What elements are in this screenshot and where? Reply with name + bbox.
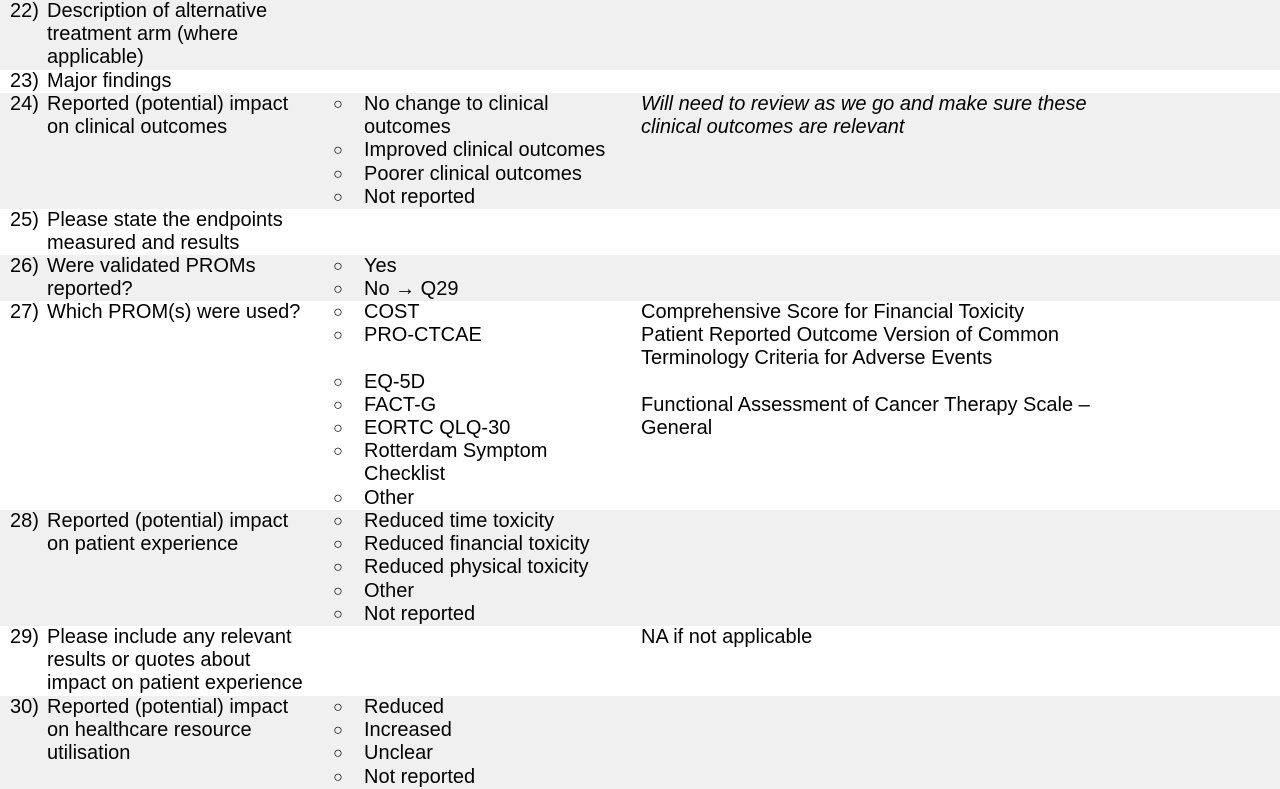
question-text: [47, 301, 315, 324]
radio-option-not-reported[interactable]: [330, 186, 630, 209]
checkbox-option-eortc[interactable]: [330, 417, 630, 440]
question-number: 28): [10, 510, 39, 532]
question-text: [47, 70, 315, 93]
note-line: Patient Reported Outcome Version of Common: [641, 324, 1059, 347]
question-line: Reported (potential) impact: [47, 93, 289, 115]
radio-circle-icon[interactable]: ○: [333, 513, 343, 530]
option-label: Not reported: [364, 765, 476, 788]
option-label: PRO-CTCAE: [364, 324, 482, 347]
note-line: clinical outcomes are relevant: [641, 116, 905, 139]
option-list: [330, 510, 630, 626]
form-row-27: [0, 301, 1280, 510]
radio-circle-icon[interactable]: ○: [333, 96, 343, 113]
question-number: 24): [10, 93, 39, 115]
option-label: No → Q29: [364, 278, 459, 301]
option-label: Reduced: [364, 696, 445, 718]
question-line: Reported (potential) impact: [47, 510, 289, 532]
question-line: Which PROM(s) were used?: [47, 301, 301, 323]
checkbox-option-fact-g[interactable]: [330, 394, 630, 417]
question-text: [47, 209, 315, 255]
radio-circle-icon[interactable]: ○: [333, 699, 343, 716]
checkbox-option-financial-toxicity[interactable]: [330, 533, 630, 556]
checkbox-option-pro-ctcae[interactable]: [330, 324, 630, 347]
question-text: [47, 255, 315, 301]
option-label: Rotterdam Symptom: [364, 440, 548, 463]
form-row-24: [0, 93, 1280, 209]
question-line: on clinical outcomes: [47, 116, 228, 139]
question-line: Please include any relevant: [47, 626, 292, 648]
option-list: [330, 93, 630, 209]
radio-circle-icon[interactable]: ○: [333, 536, 343, 554]
radio-circle-icon[interactable]: ○: [333, 420, 343, 437]
option-label: Reduced financial toxicity: [364, 533, 590, 556]
radio-circle-icon[interactable]: ○: [333, 489, 343, 507]
question-line: on healthcare resource: [47, 719, 252, 742]
question-number: 27): [10, 301, 39, 323]
form-row-30: [0, 696, 1280, 789]
radio-circle-icon[interactable]: ○: [333, 327, 343, 345]
checkbox-option-time-toxicity[interactable]: [330, 510, 630, 533]
note-line: Comprehensive Score for Financial Toxicity: [641, 301, 1025, 323]
option-label: EORTC QLQ-30: [364, 417, 511, 439]
radio-circle-icon[interactable]: ○: [333, 258, 343, 275]
guidance-note: [641, 93, 1121, 139]
question-line: Major findings: [47, 70, 172, 92]
radio-option-improved[interactable]: [330, 139, 630, 162]
option-label: Reduced physical toxicity: [364, 556, 589, 579]
guidance-note: [641, 301, 1121, 440]
form-row-25: [0, 209, 1280, 255]
radio-circle-icon[interactable]: ○: [333, 605, 343, 623]
form-row-29: [0, 626, 1280, 696]
radio-circle-icon[interactable]: ○: [333, 582, 343, 600]
question-number: 26): [10, 255, 39, 277]
question-line: utilisation: [47, 742, 131, 765]
option-list: [330, 696, 630, 789]
radio-circle-icon[interactable]: ○: [333, 722, 343, 740]
radio-option-no-change[interactable]: [330, 93, 630, 139]
checkbox-option-other[interactable]: [330, 580, 630, 603]
question-number: 29): [10, 626, 39, 648]
radio-circle-icon[interactable]: ○: [333, 373, 343, 391]
radio-option-unclear[interactable]: [330, 742, 630, 765]
question-line: Were validated PROMs: [47, 255, 256, 277]
option-label: FACT-G: [364, 393, 437, 416]
option-label: Other: [364, 579, 415, 602]
option-label: Other: [364, 486, 415, 509]
question-number: 22): [10, 0, 39, 22]
form-row-26: [0, 255, 1280, 301]
option-label: Improved clinical outcomes: [364, 139, 606, 162]
question-line: results or quotes about: [47, 649, 251, 672]
question-number: 25): [10, 209, 39, 231]
guidance-note: [641, 626, 1121, 649]
radio-option-no[interactable]: [330, 278, 630, 301]
radio-circle-icon[interactable]: ○: [333, 559, 343, 577]
option-list: [330, 255, 630, 301]
question-line: applicable): [47, 46, 144, 69]
question-text: [47, 696, 315, 766]
option-spacer: [330, 347, 630, 370]
radio-option-reduced[interactable]: [330, 696, 630, 719]
question-line: treatment arm (where: [47, 23, 239, 46]
form-row-23: [0, 70, 1280, 93]
question-number: 30): [10, 696, 39, 718]
radio-circle-icon[interactable]: ○: [333, 304, 343, 321]
option-label: COST: [364, 301, 420, 323]
question-text: [47, 0, 315, 70]
option-label: Unclear: [364, 742, 433, 765]
radio-circle-icon[interactable]: ○: [333, 142, 343, 160]
option-label: EQ-5D: [364, 370, 426, 393]
note-line: Functional Assessment of Cancer Therapy Scale –: [641, 393, 1090, 416]
option-label: Increased: [364, 719, 452, 742]
checkbox-option-physical-toxicity[interactable]: [330, 556, 630, 579]
radio-option-poorer[interactable]: [330, 163, 630, 186]
note-line: Will need to review as we go and make sure these: [641, 93, 1087, 115]
checkbox-option-other[interactable]: [330, 487, 630, 510]
option-label: outcomes: [364, 116, 451, 139]
radio-circle-icon[interactable]: ○: [333, 188, 343, 206]
radio-option-not-reported[interactable]: [330, 766, 630, 789]
checkbox-option-rotterdam[interactable]: [330, 440, 630, 486]
question-text: [47, 626, 315, 696]
note-line: Terminology Criteria for Adverse Events: [641, 347, 993, 370]
option-label: Not reported: [364, 602, 476, 625]
radio-circle-icon[interactable]: ○: [333, 745, 343, 763]
question-number: 23): [10, 70, 39, 92]
checkbox-option-cost[interactable]: [330, 301, 630, 324]
option-list: [330, 301, 630, 510]
checkbox-option-not-reported[interactable]: [330, 603, 630, 626]
option-label: Not reported: [364, 185, 476, 208]
option-label: No change to clinical: [364, 93, 549, 115]
radio-circle-icon[interactable]: ○: [333, 768, 343, 786]
option-label: Checklist: [364, 463, 446, 486]
radio-circle-icon[interactable]: ○: [333, 396, 343, 414]
question-text: [47, 510, 315, 556]
question-line: on patient experience: [47, 533, 239, 556]
question-line: Description of alternative: [47, 0, 268, 22]
option-label: Poorer clinical outcomes: [364, 162, 582, 185]
note-line: General: [641, 417, 713, 439]
form-row-28: [0, 510, 1280, 626]
question-line: Reported (potential) impact: [47, 696, 289, 718]
checkbox-option-eq-5d[interactable]: [330, 371, 630, 394]
question-line: Please state the endpoints: [47, 209, 283, 231]
question-line: reported?: [47, 278, 133, 301]
radio-option-yes[interactable]: [330, 255, 630, 278]
radio-circle-icon[interactable]: ○: [333, 165, 343, 183]
radio-option-increased[interactable]: [330, 719, 630, 742]
radio-circle-icon[interactable]: ○: [333, 443, 343, 461]
option-label: Yes: [364, 255, 397, 277]
option-label: Reduced time toxicity: [364, 510, 555, 532]
form-row-22: [0, 0, 1280, 70]
question-line: measured and results: [47, 232, 240, 255]
note-line: NA if not applicable: [641, 626, 813, 648]
question-text: [47, 93, 315, 139]
note-spacer: [641, 371, 1121, 394]
radio-circle-icon[interactable]: ○: [333, 281, 343, 299]
question-line: impact on patient experience: [47, 672, 303, 695]
